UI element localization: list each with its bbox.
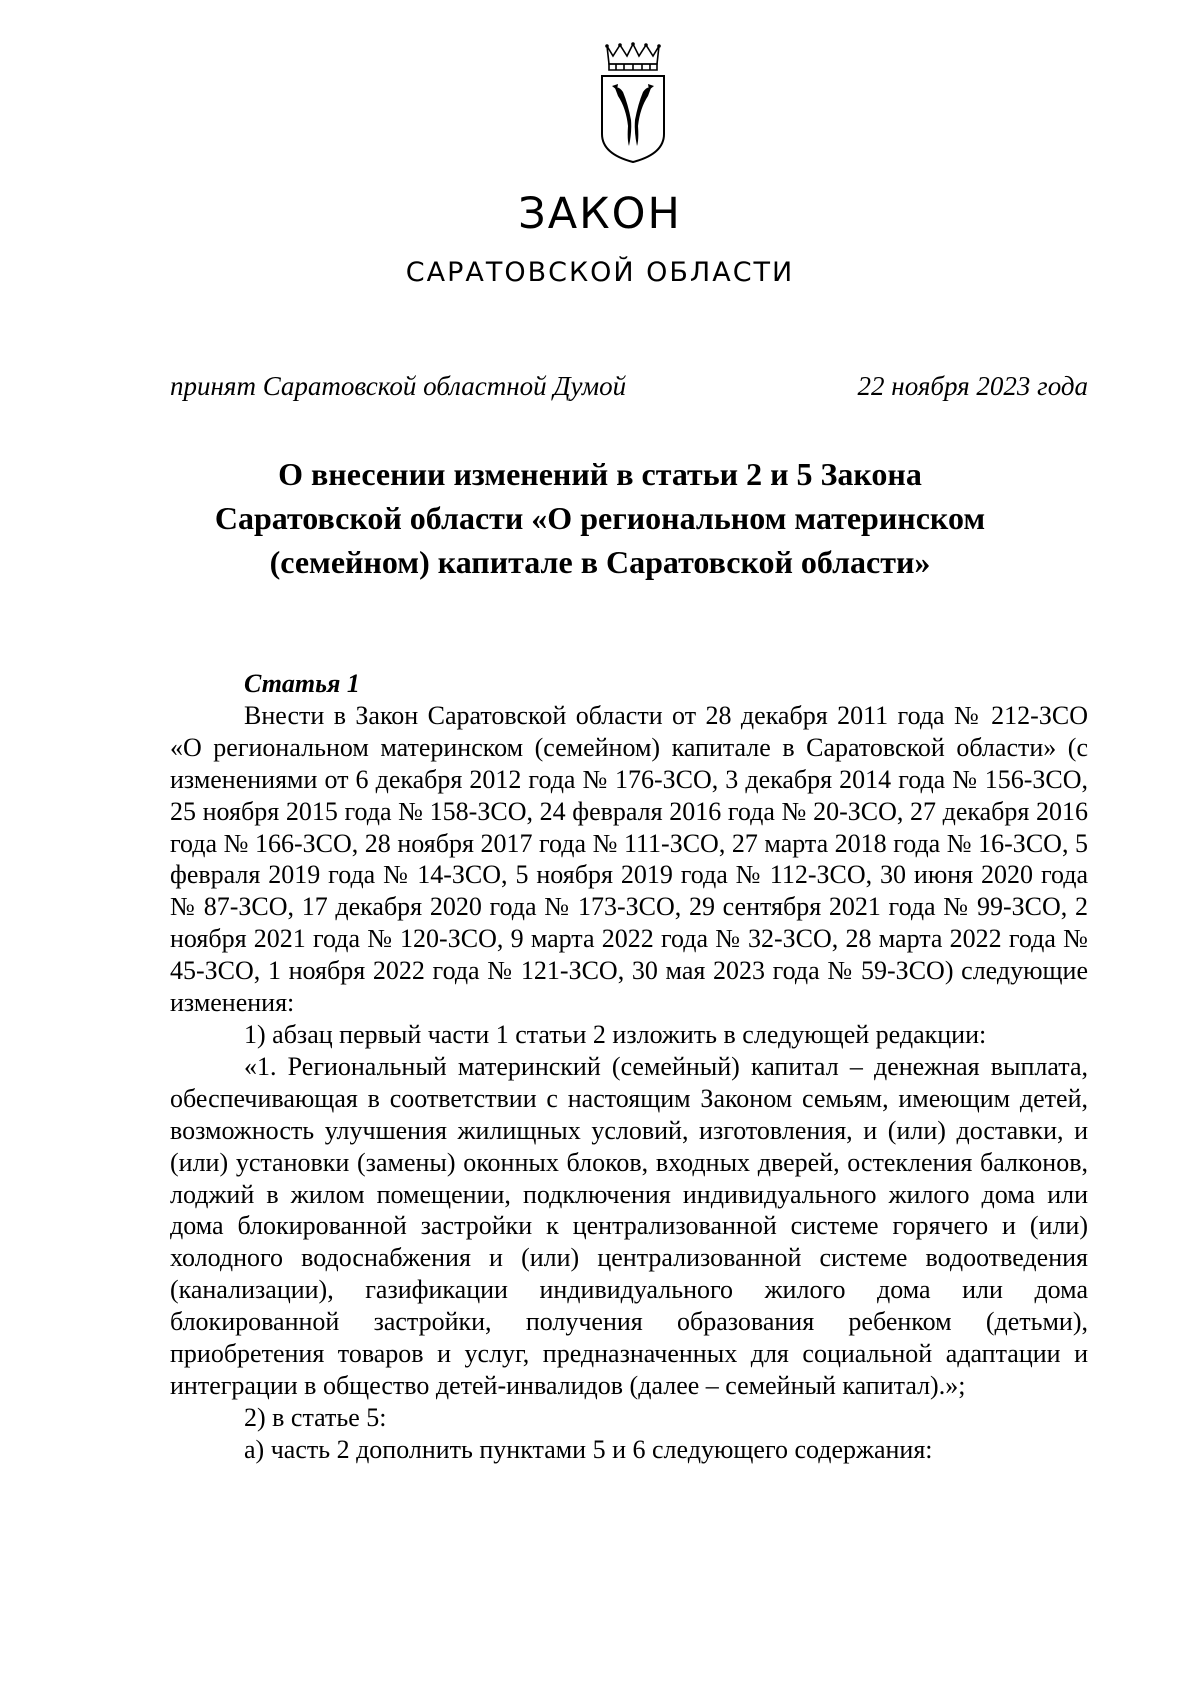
adoption-date: 22 ноября 2023 года bbox=[857, 371, 1088, 401]
adopted-by: принят Саратовской областной Думой bbox=[170, 371, 627, 401]
document-body bbox=[170, 668, 1088, 1466]
amendment-item-1: 1) абзац первый части 1 статьи 2 изложить в следующей редакции: bbox=[244, 1019, 987, 1049]
quoted-amendment-text: «1. Региональный материнский (семейный) капитал – денежная выплата, обеспечивающая в соответствии с настоящим Законом семьям, имеющим детей, возможность улучшения жилищных условий, изготовления, и (или) доставки, и (или) установки (замены) оконных блоков, входных дверей, остекления балконов, лоджий в жилом помещении, подключения индивидуального жилого дома или дома блокированной застройки к централизованной системе горячего и (или) холодного водоснабжения и (или) централизованной системе водоотведения (канализации), газификации индивидуального жилого дома или дома блокированной застройки, получения образования ребенком (детьми), приобретения товаров и услуг, предназначенных для социальной адаптации и интеграции в общество детей-инвалидов (далее – семейный капитал).»; bbox=[170, 1051, 1088, 1400]
document-title: ЗАКОН bbox=[518, 189, 682, 239]
document-subtitle: САРАТОВСКОЙ ОБЛАСТИ bbox=[405, 257, 795, 288]
adoption-line bbox=[170, 368, 1088, 404]
article-intro-paragraph: Внести в Закон Саратовской области от 28 декабря 2011 года № 212-ЗСО «О региональном материнском (семейном) капитале в Саратовской области» (с изменениями от 6 декабря 2012 года № 176-ЗСО, 3 декабря 2014 года № 156-ЗСО, 25 ноября 2015 года № 158-ЗСО, 24 февраля 2016 года № 20-ЗСО, 27 декабря 2016 года № 166-ЗСО, 28 ноября 2017 года № 111-ЗСО, 27 марта 2018 года № 16-ЗСО, 5 февраля 2019 года № 14-ЗСО, 5 ноября 2019 года № 112-ЗСО, 30 июня 2020 года № 87-ЗСО, 17 декабря 2020 года № 173-ЗСО, 29 сентября 2021 года № 99-ЗСО, 2 ноября 2021 года № 120-ЗСО, 9 марта 2022 года № 32-ЗСО, 28 марта 2022 года № 45-ЗСО, 1 ноября 2022 года № 121-ЗСО, 30 мая 2023 года № 59-ЗСО) следующие изменения: bbox=[170, 700, 1088, 1018]
amendment-item-2: 2) в статье 5: bbox=[244, 1402, 387, 1432]
article-heading: Статья 1 bbox=[244, 669, 360, 698]
law-title bbox=[150, 452, 1050, 584]
law-title-line: О внесении изменений в статьи 2 и 5 Закона bbox=[278, 456, 922, 492]
amendment-item-2a: а) часть 2 дополнить пунктами 5 и 6 следующего содержания: bbox=[244, 1434, 933, 1464]
law-title-line: Саратовской области «О региональном материнском bbox=[214, 500, 986, 536]
law-title-line: (семейном) капитале в Саратовской области» bbox=[269, 544, 931, 580]
saratov-coat-of-arms-icon bbox=[598, 42, 668, 164]
